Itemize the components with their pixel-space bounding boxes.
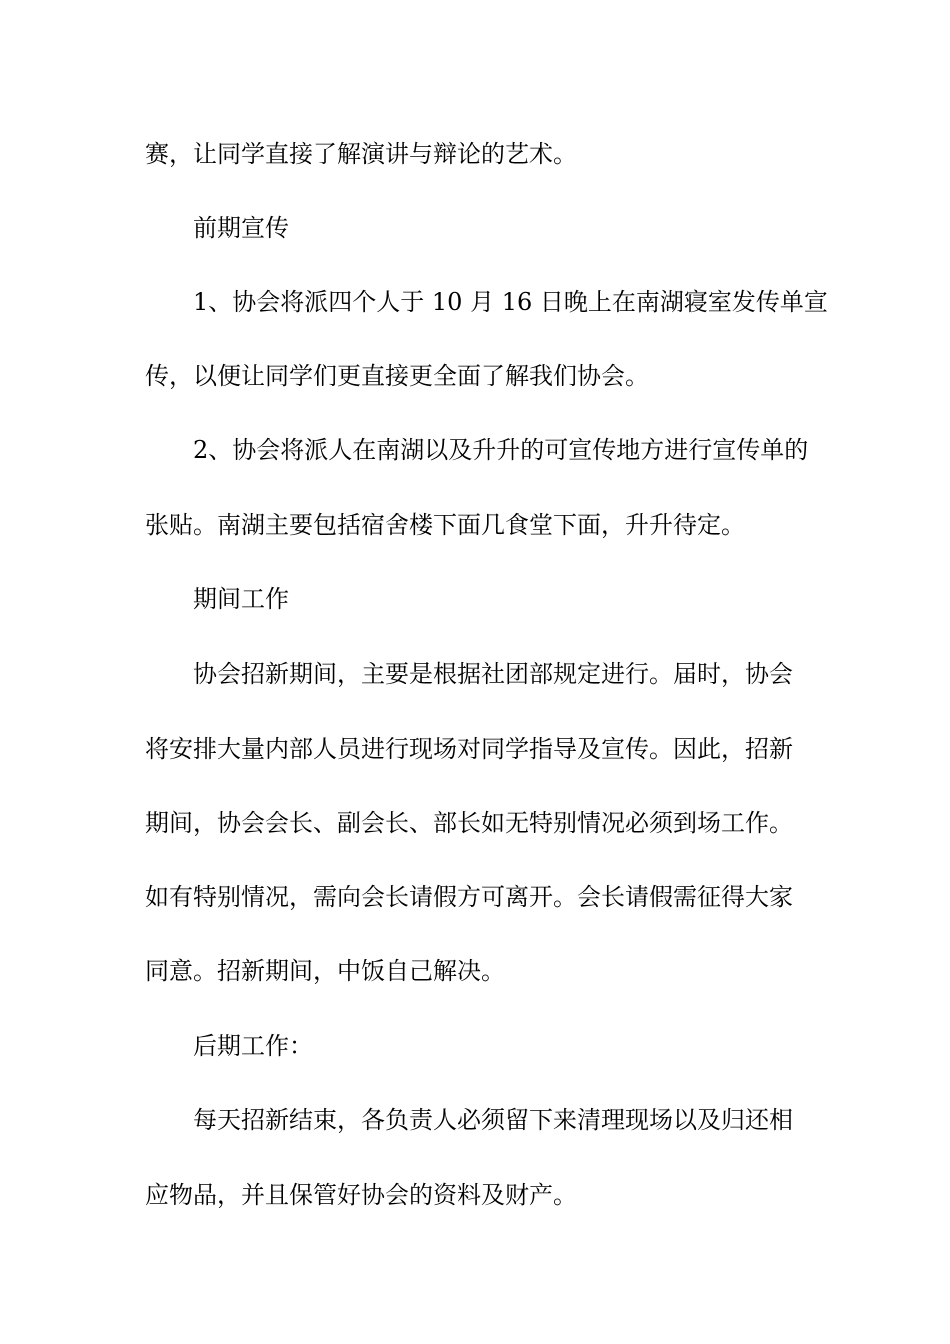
paragraph-line: 每天招新结束，各负责人必须留下来清理现场以及归还相	[193, 1106, 793, 1134]
paragraph-line: 应物品，并且保管好协会的资料及财产。	[145, 1181, 577, 1209]
section-heading-during: 期间工作	[193, 585, 289, 613]
paragraph-line: 2、协会将派人在南湖以及升升的可宣传地方进行宣传单的	[193, 436, 809, 464]
paragraph-line: 如有特别情况，需向会长请假方可离开。会长请假需征得大家	[145, 883, 793, 911]
paragraph-line: 张贴。南湖主要包括宿舍楼下面几食堂下面，升升待定。	[145, 511, 745, 539]
paragraph-line: 将安排大量内部人员进行现场对同学指导及宣传。因此，招新	[145, 735, 793, 763]
paragraph-line: 协会招新期间，主要是根据社团部规定进行。届时，协会	[193, 660, 793, 688]
paragraph-line: 赛，让同学直接了解演讲与辩论的艺术。	[145, 140, 577, 168]
paragraph-line: 同意。招新期间，中饭自己解决。	[145, 957, 505, 985]
section-heading-after: 后期工作：	[193, 1032, 313, 1060]
paragraph-line: 传，以便让同学们更直接更全面了解我们协会。	[145, 362, 649, 390]
paragraph-line: 1、协会将派四个人于 10 月 16 日晚上在南湖寝室发传单宣	[193, 288, 828, 316]
paragraph-line: 期间，协会会长、副会长、部长如无特别情况必须到场工作。	[145, 809, 793, 837]
section-heading-promotion: 前期宣传	[193, 214, 289, 242]
